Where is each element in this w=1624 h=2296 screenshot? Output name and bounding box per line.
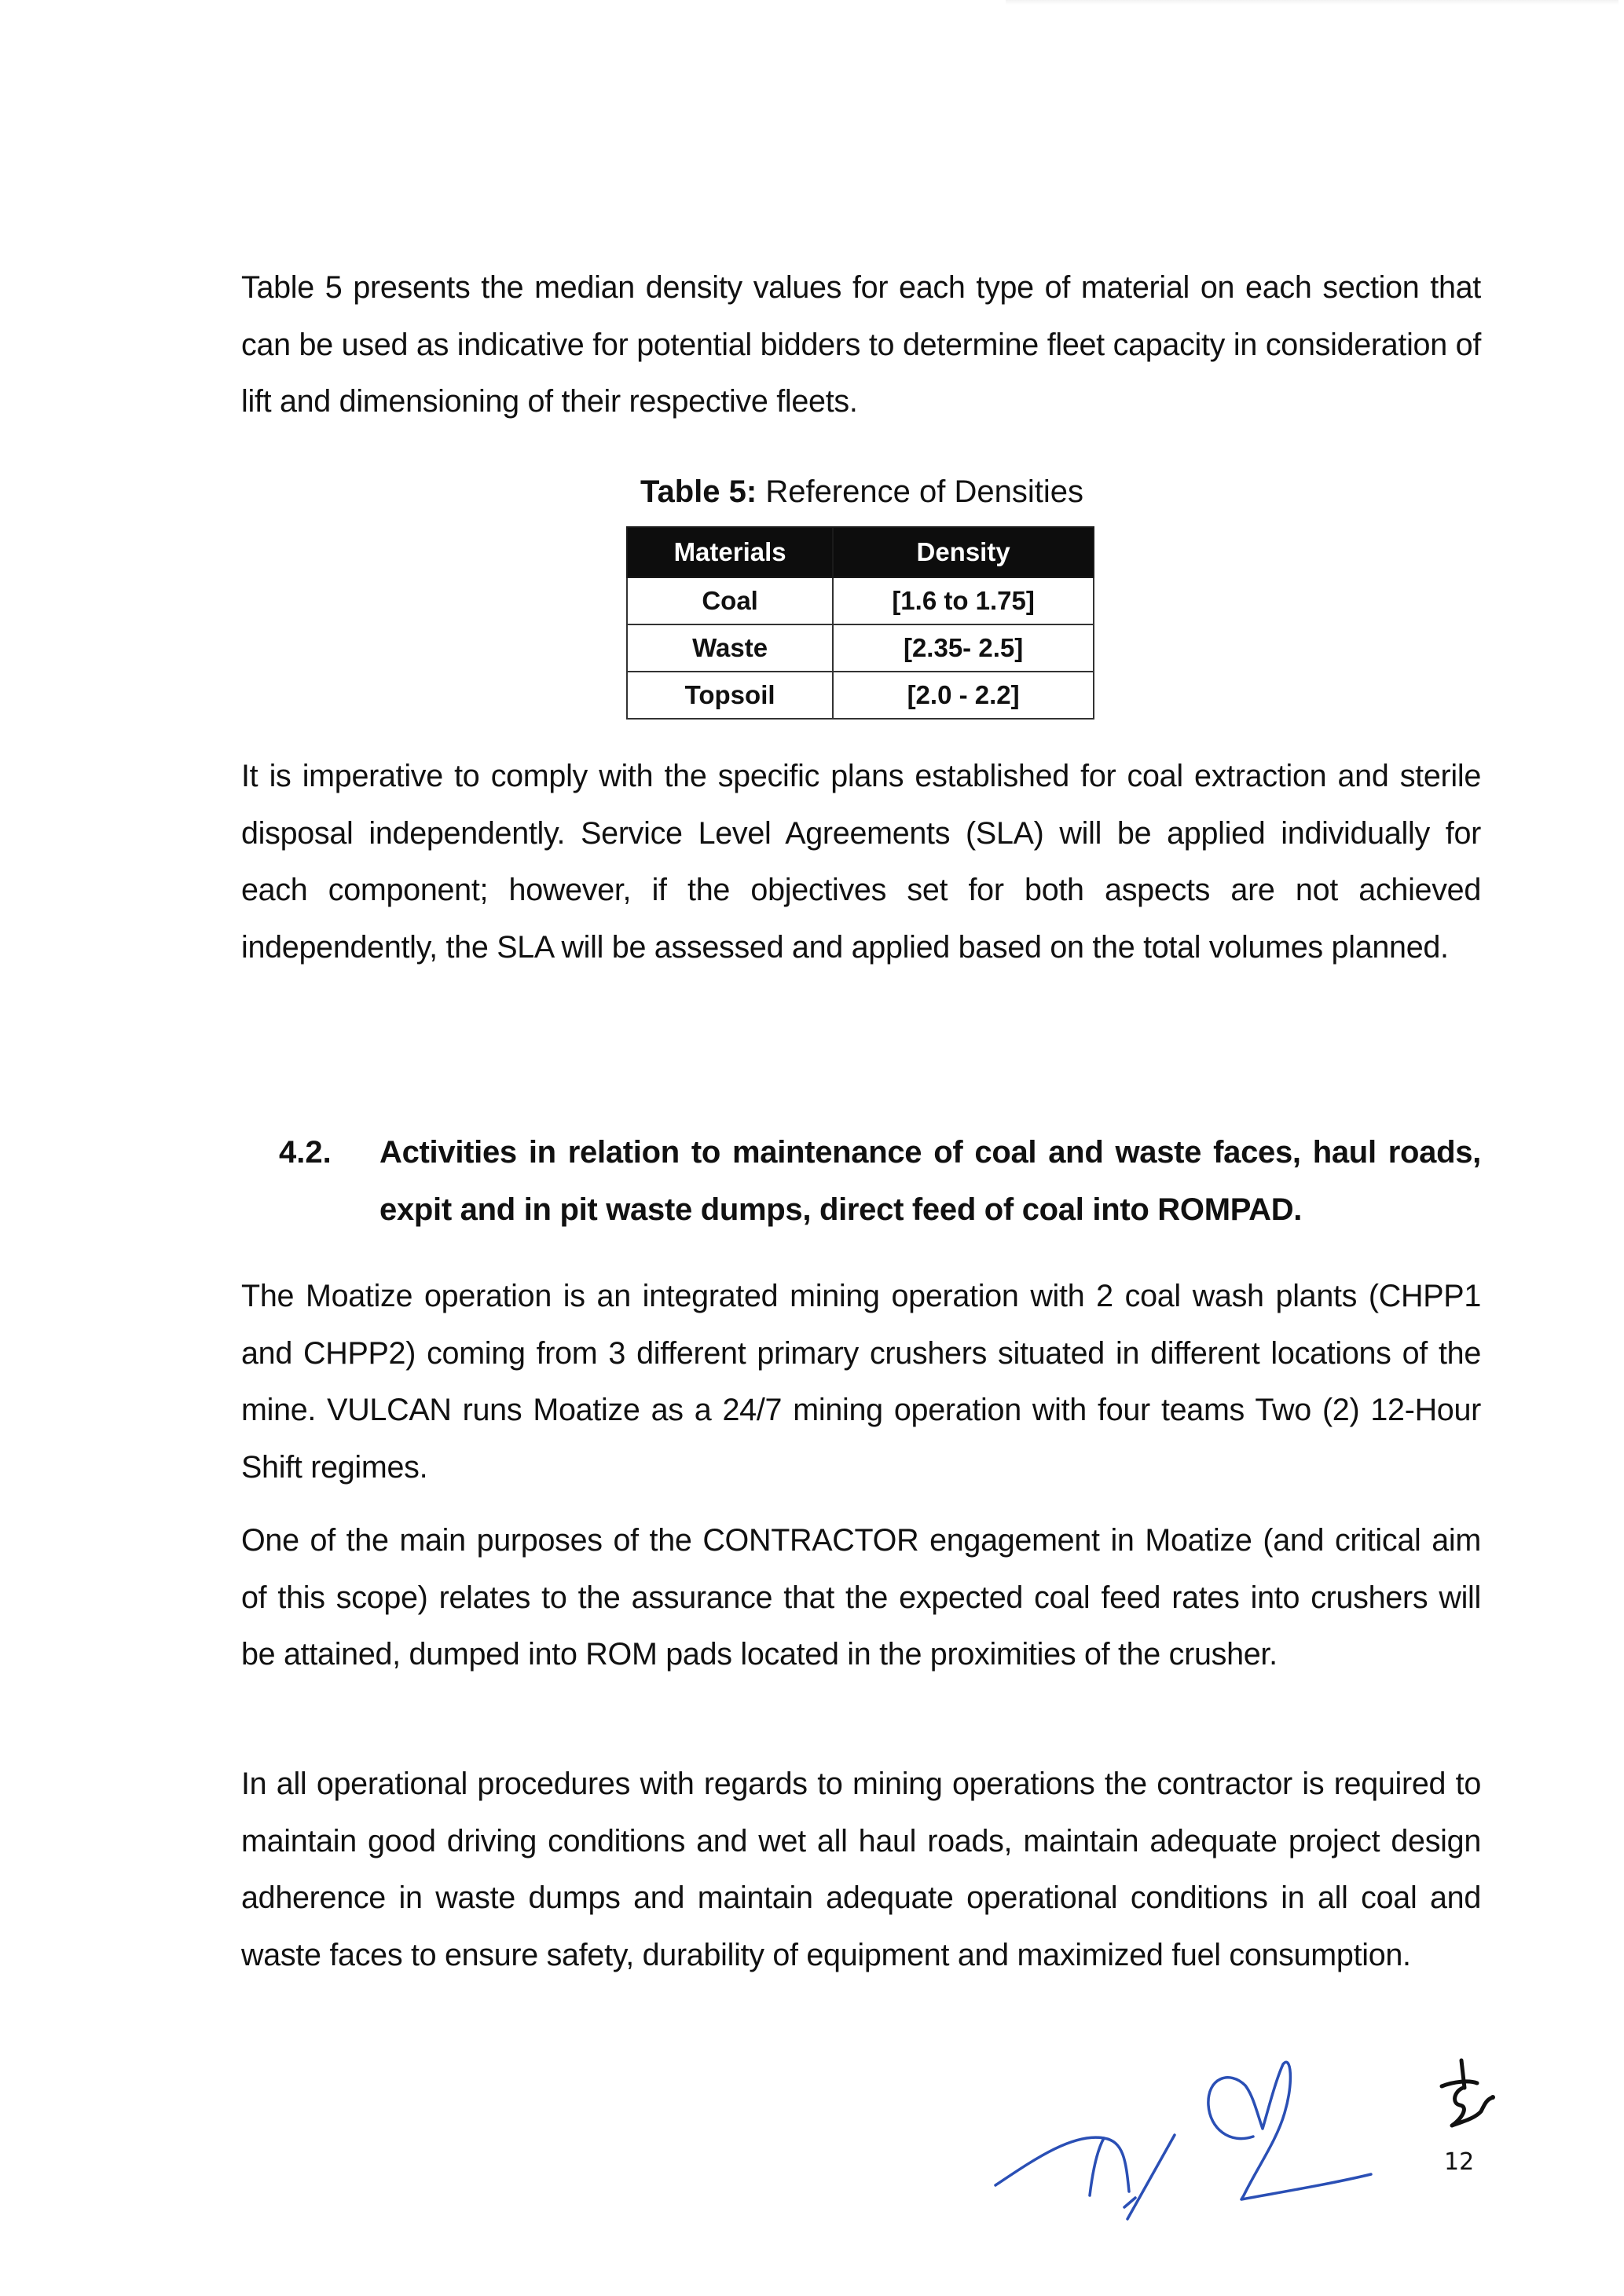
table-cell-material: Waste	[627, 624, 833, 672]
initials-icon	[1438, 2056, 1501, 2135]
table-cell-density: [1.6 to 1.75]	[833, 577, 1094, 624]
density-table	[626, 526, 1094, 720]
table-caption	[626, 468, 1098, 515]
table-header-materials: Materials	[627, 527, 833, 577]
table-header-row	[627, 527, 1094, 577]
paragraph-operational-procedures: In all operational procedures with regards to mining operations the contractor is required to maintain good driving conditions and wet all haul roads, maintain adequate project design adherence in waste dumps and maintain adequate operational conditions in all coal and waste faces to ensure safety, durability of equipment and maximized fuel consumption.	[241, 1767, 1481, 1972]
table-caption-label: Table 5:	[640, 474, 757, 509]
page-number: 12	[1444, 2148, 1475, 2176]
table-row	[627, 577, 1094, 624]
table-cell-density: [2.35- 2.5]	[833, 624, 1094, 672]
paragraph-table-intro: Table 5 presents the median density values for each type of material on each section that can be used as indicative for potential bidders to determine fleet capacity in consideration of lift and dimensioning of their respective fleets.	[241, 270, 1481, 419]
table-caption-text: Reference of Densities	[757, 474, 1083, 509]
signature-icon	[986, 2050, 1426, 2254]
table-cell-material: Coal	[627, 577, 833, 624]
section-heading: Activities in relation to maintenance of coal and waste faces, haul roads, expit and in pit waste dumps, direct feed of coal into ROMPAD.	[379, 1135, 1481, 1227]
table-row	[627, 672, 1094, 719]
scan-edge-artifact	[1006, 0, 1619, 5]
paragraph-sla: It is imperative to comply with the specific plans established for coal extraction and sterile disposal independently. Service Level Agreements (SLA) will be applied individually for each component; however, if the objectives set for both aspects are not achieved independently, the SLA will be assessed and applied based on the total volumes planned.	[241, 759, 1481, 965]
table-cell-material: Topsoil	[627, 672, 833, 719]
table-cell-density: [2.0 - 2.2]	[833, 672, 1094, 719]
table-row	[627, 624, 1094, 672]
paragraph-moatize-operation: The Moatize operation is an integrated mining operation with 2 coal wash plants (CHPP1 and CHPP2) coming from 3 different primary crushers situated in different locations of the mine. VULCAN runs Moatize as a 24/7 mining operation with four teams Two (2) 12-Hour Shift regimes.	[241, 1279, 1481, 1485]
section-number: 4.2.	[279, 1135, 332, 1170]
paragraph-contractor-purpose: One of the main purposes of the CONTRACTOR engagement in Moatize (and critical aim of this scope) relates to the assurance that the expected coal feed rates into crushers will be attained, dumped into ROM pads located in the proximities of the crusher.	[241, 1523, 1481, 1672]
table-header-density: Density	[833, 527, 1094, 577]
